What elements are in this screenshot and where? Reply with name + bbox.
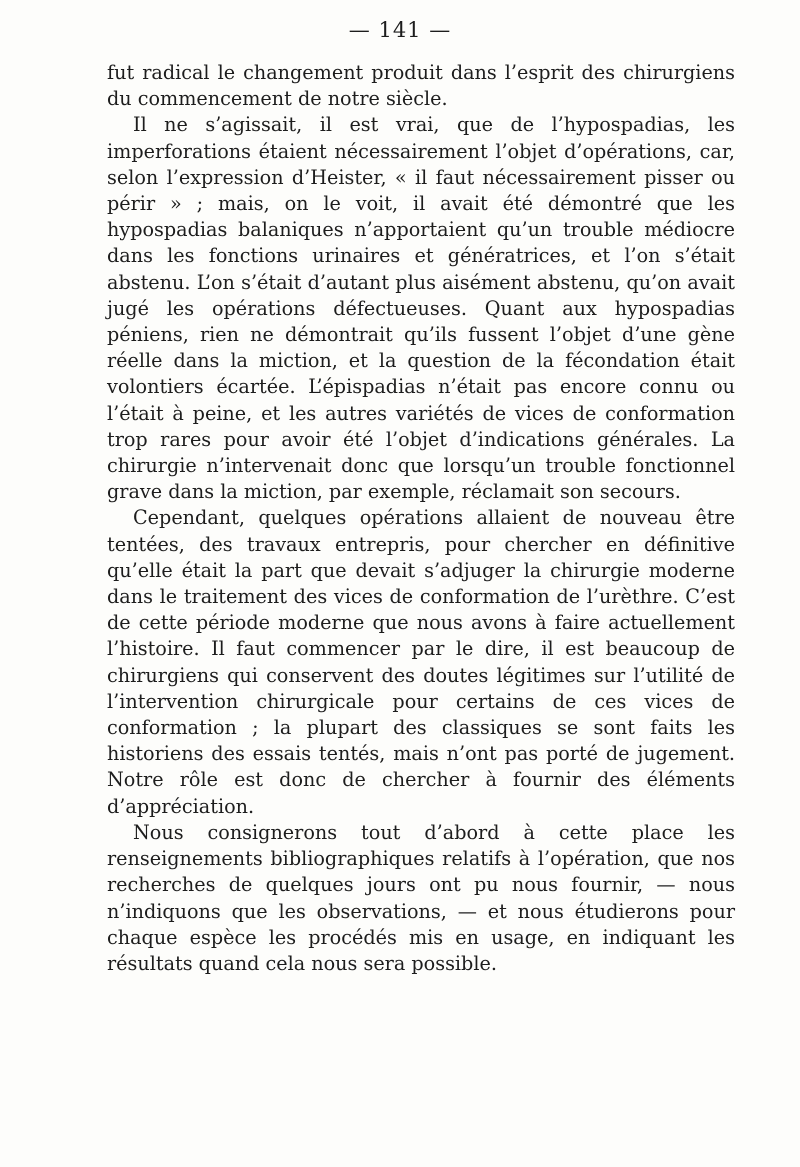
paragraph-continuation: fut radical le changement produit dans l’esprit des chirurgiens du commencement de notre siècle. [107,61,735,111]
paragraph: Nous consignerons tout d’abord à cette place les renseignements bibliographiques relatifs à l’opération, que nos recherches de quelques jours ont pu nous fournir, — nous n’indiquons que les observations, — et nous étudierons pour chaque espèce les procédés mis en usage, en indiquant les résultats quand cela nous sera possible. [107,820,735,975]
page-number: — 141 — [348,18,452,42]
body-text [107,60,735,977]
paragraph: Il ne s’agissait, il est vrai, que de l’hypospadias, les imperforations étaient nécessairement l’objet d’opérations, car, selon l’expression d’Heister, « il faut nécessairement pisser ou périr » ; mais, on le voit, il avait été démontré que les hypospadias balaniques n’apportaient qu’un trouble médiocre dans les fonctions urinaires et génératrices, et l’on s’était abstenu. L’on s’était d’autant plus aisément abstenu, qu’on avait jugé les opérations défectueuses. Quant aux hypospadias péniens, rien ne démontrait qu’ils fussent l’objet d’une gène réelle dans la miction, et la question de la fécondation était volontiers écartée. L’épispadias n’était pas encore connu ou l’était à peine, et les autres variétés de vices de conformation trop rares pour avoir été l’objet d’indications générales. La chirurgie n’intervenait donc que lorsqu’un trouble fonctionnel grave dans la miction, par exemple, réclamait son secours. [107,113,735,504]
paragraph: Cependant, quelques opérations allaient de nouveau être tentées, des travaux entrepris, pour chercher en définitive qu’elle était la part que devait s’adjuger la chirurgie moderne dans le traitement des vices de conformation de l’urèthre. C’est de cette période moderne que nous avons à faire actuellement l’histoire. Il faut commencer par le dire, il est beaucoup de chirurgiens qui conservent des doutes légitimes sur l’utilité de l’intervention chirurgicale pour certains de ces vices de conformation ; la plupart des classiques se sont faits les historiens des essais tentés, mais n’ont pas porté de jugement. Notre rôle est donc de chercher à fournir des éléments d’appréciation. [107,506,735,818]
